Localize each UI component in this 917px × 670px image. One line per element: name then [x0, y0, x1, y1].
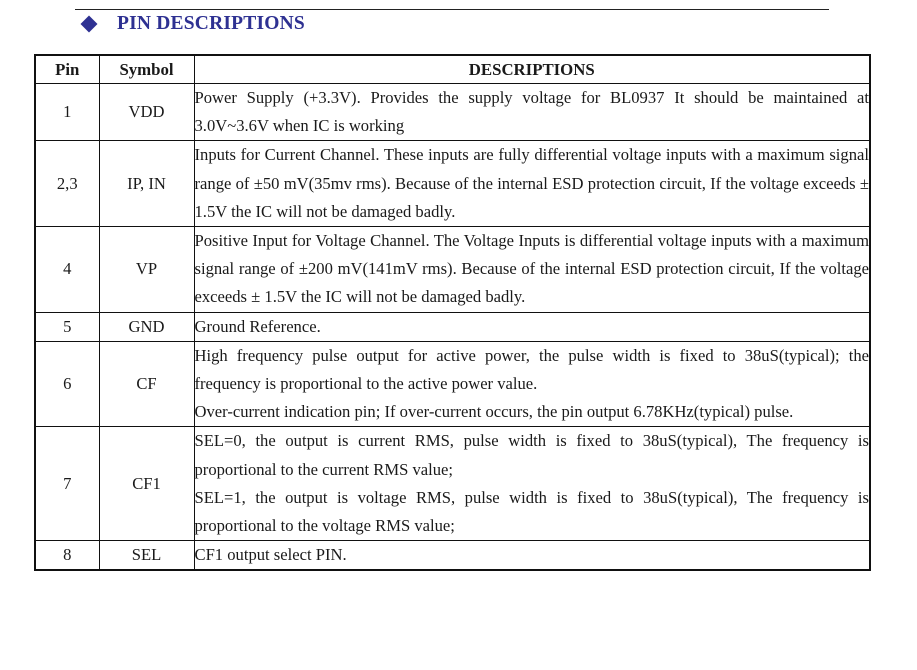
description-paragraph: Power Supply (+3.3V). Provides the supply voltage for BL0937 It should be maintained at 3.0V~3.6V when IC is working [194, 88, 869, 136]
section-heading [79, 11, 305, 37]
pin-description [194, 141, 870, 227]
diamond-icon [81, 16, 98, 33]
pin-number: 1 [35, 84, 99, 141]
header-symbol: Symbol [99, 55, 194, 84]
pin-number: 2,3 [35, 141, 99, 227]
pin-description [194, 84, 870, 141]
pin-description [194, 427, 870, 541]
pin-description [194, 341, 870, 427]
description-paragraph: SEL=0, the output is current RMS, pulse width is fixed to 38uS(typical), The frequency is proportional to the current RMS value; [194, 431, 869, 479]
header-pin: Pin [35, 55, 99, 84]
pin-symbol: GND [99, 312, 194, 341]
pin-description [194, 541, 870, 571]
top-rule [75, 9, 829, 10]
table-row [35, 141, 870, 227]
description-paragraph: Over-current indication pin; If over-current occurs, the pin output 6.78KHz(typical) pulse. [194, 402, 794, 422]
pin-description [194, 312, 870, 341]
pin-descriptions-table [34, 54, 871, 571]
pin-number: 5 [35, 312, 99, 341]
pin-number: 4 [35, 227, 99, 313]
table-header-row [35, 55, 870, 84]
pin-number: 8 [35, 541, 99, 571]
pin-symbol: IP, IN [99, 141, 194, 227]
table-body [35, 84, 870, 571]
pin-number: 6 [35, 341, 99, 427]
table-row [35, 341, 870, 427]
pin-symbol: CF1 [99, 427, 194, 541]
table-row [35, 312, 870, 341]
pin-symbol: CF [99, 341, 194, 427]
table-row [35, 227, 870, 313]
description-paragraph: Ground Reference. [194, 316, 321, 336]
pin-symbol: VP [99, 227, 194, 313]
description-paragraph: SEL=1, the output is voltage RMS, pulse width is fixed to 38uS(typical), The frequency is proportional to the voltage RMS value; [194, 487, 869, 536]
table-row [35, 427, 870, 541]
pin-symbol: SEL [99, 541, 194, 571]
header-descriptions: DESCRIPTIONS [194, 55, 870, 84]
section-title: PIN DESCRIPTIONS [117, 13, 305, 34]
description-paragraph: Inputs for Current Channel. These inputs are fully differential voltage inputs with a maximum signal range of ±50 mV(35mv rms). Because of the internal ESD protection circuit, If the voltage exceeds ± 1.5V the IC will not be damaged badly. [194, 145, 869, 221]
description-paragraph: High frequency pulse output for active power, the pulse width is fixed to 38uS(typical); the frequency is proportional to the active power value. [194, 345, 869, 394]
pin-symbol: VDD [99, 84, 194, 141]
pin-description [194, 227, 870, 313]
description-paragraph: Positive Input for Voltage Channel. The Voltage Inputs is differential voltage inputs with a maximum signal range of ±200 mV(141mV rms). Because of the internal ESD protection circuit, If the voltage exceeds ± 1.5V the IC will not be damaged badly. [194, 231, 869, 307]
pin-number: 7 [35, 427, 99, 541]
table-row [35, 84, 870, 141]
description-paragraph: CF1 output select PIN. [194, 545, 347, 565]
table-row [35, 541, 870, 571]
